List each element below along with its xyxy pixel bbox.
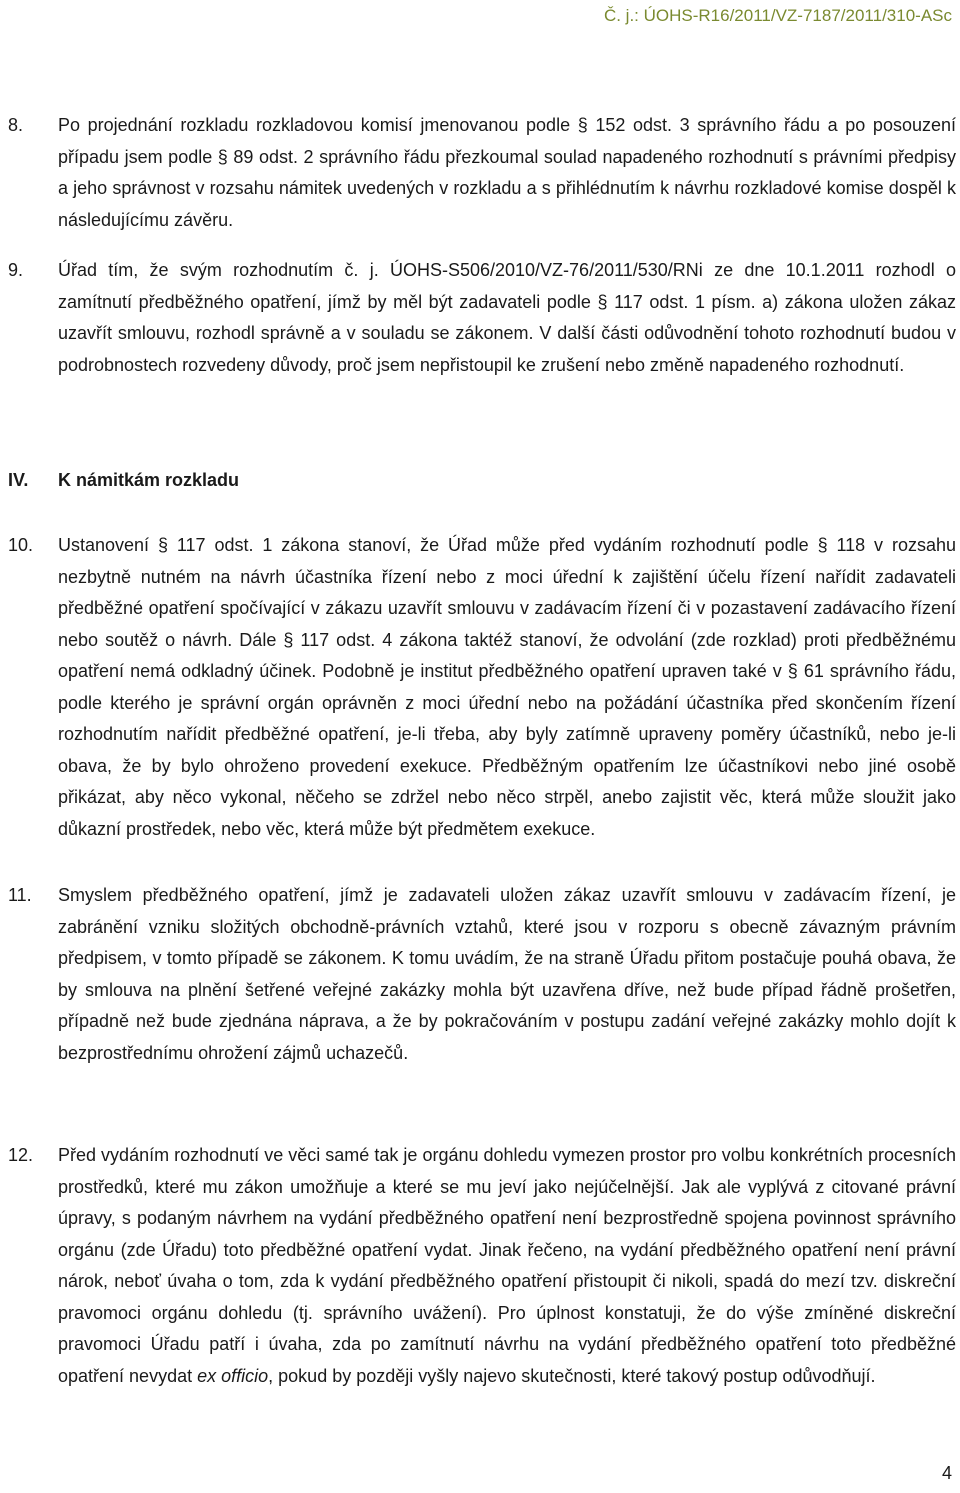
paragraph-11 — [8, 880, 956, 1069]
paragraph-text: Po projednání rozkladu rozkladovou komisí jmenovanou podle § 152 odst. 3 správního řádu a po posouzení případu jsem podle § 89 odst. 2 správního řádu přezkoumal soulad napadeného rozhodnutí s právními předpisy a jeho správnost v rozsahu námitek uvedených v rozkladu a s přihlédnutím k návrhu rozkladové komise dospěl k následujícímu závěru. — [58, 115, 956, 230]
paragraph-number: 9. — [8, 260, 24, 280]
latin-term: ex officio — [197, 1365, 269, 1386]
text-segment: , pokud by později vyšly najevo skutečnosti, které takový postup odůvodňují. — [268, 1365, 876, 1386]
paragraph-number: 11. — [8, 885, 32, 905]
paragraph-12 — [8, 1140, 956, 1392]
section-title: K námitkám rozkladu — [58, 470, 240, 490]
paragraph-10 — [8, 530, 956, 845]
paragraph-text: Smyslem předběžného opatření, jímž je zadavateli uložen zákaz uzavřít smlouvu v zadávacím řízení, je zabránění vzniku složitých obchodně-právních vztahů, které jsou v rozporu s obecně závazným právním předpisem, v tomto případě se zákonem. K tomu uvádím, že na straně Úřadu přitom postačuje pouhá obava, že by smlouva na plnění šetřené veřejné zakázky mohla být uzavřena dříve, než bude případ řádně prošetřen, případně než bude zjednána náprava, a že by pokračováním v postupu zadání veřejné zakázky mohlo dojít k bezprostřednímu ohrožení zájmů uchazečů. — [58, 885, 956, 1063]
paragraph-number: 8. — [8, 115, 24, 135]
paragraph-number: 10. — [8, 535, 34, 555]
paragraph-number: 12. — [8, 1145, 34, 1165]
section-number: IV. — [8, 470, 29, 490]
paragraph-text: Ustanovení § 117 odst. 1 zákona stanoví, že Úřad může před vydáním rozhodnutí podle § 118 v rozsahu nezbytně nutném na návrh účastníka řízení nebo z moci úřední k zajištění účelu řízení nařídit zadavateli předběžné opatření spočívající v zákazu uzavřít smlouvu v zadávacím řízení či v pozastavení zadávacího řízení nebo soutěž o návrh. Dále § 117 odst. 4 zákona taktéž stanoví, že odvolání (zde rozklad) proti předběžnému opatření nemá odkladný účinek. Podobně je institut předběžného opatření upraven také v § 61 správního řádu, podle kterého je správní orgán oprávněn z moci úřední nebo na požádání účastníka před skončením řízení rozhodnutím nařídit předběžné opatření, je-li třeba, aby byly zatímně upraveny poměry účastníků, nebo je-li obava, že by bylo ohroženo provedení exekuce. Předběžným opatřením lze účastníkovi nebo jiné osobě přikázat, aby něco vykonal, něčeho se zdržel nebo něco strpěl, anebo zajistit věc, která může sloužit jako důkazní prostředek, nebo věc, která může být předmětem exekuce. — [58, 535, 956, 839]
paragraph-text: Úřad tím, že svým rozhodnutím č. j. ÚOHS-S506/2010/VZ-76/2011/530/RNi ze dne 10.1.2011 rozhodl o zamítnutí předběžného opatření, jímž by měl být zadavateli podle § 117 odst. 1 písm. a) zákona uložen zákaz uzavřít smlouvu, rozhodl správně a v souladu se zákonem. V další části odůvodnění tohoto rozhodnutí budou v podrobnostech rozvedeny důvody, proč jsem nepřistoupil ke zrušení nebo změně napadeného rozhodnutí. — [58, 260, 956, 375]
paragraph-9 — [8, 255, 956, 381]
page-number: 4 — [941, 1463, 952, 1483]
document-reference: Č. j.: ÚOHS-R16/2011/VZ-7187/2011/310-ASc — [603, 6, 952, 25]
text-segment: Před vydáním rozhodnutí ve věci samé tak je orgánu dohledu vymezen prostor pro volbu konkrétních procesních prostředků, které mu zákon umožňuje a které se mu jeví jako nejúčelnější. Jak ale vyplývá z citované právní úpravy, s podaným návrhem na vydání předběžného opatření není bezprostředně spojena povinnost správního orgánu (zde Úřadu) toto předběžné opatření vydat. Jinak řečeno, na vydání předběžného opatření není právní nárok, neboť úvaha o tom, zda k vydání předběžného opatření přistoupit či nikoli, spadá do mezí tzv. diskreční pravomoci orgánu dohledu (tj. správního uvážení). Pro úplnost konstatuji, že do výše zmíněné diskreční pravomoci Úřadu patří i úvaha, zda po zamítnutí návrhu na vydání předběžného opatření toto předběžné opatření nevydat — [58, 1145, 956, 1386]
paragraph-text — [58, 1140, 956, 1392]
paragraph-8 — [8, 110, 956, 236]
